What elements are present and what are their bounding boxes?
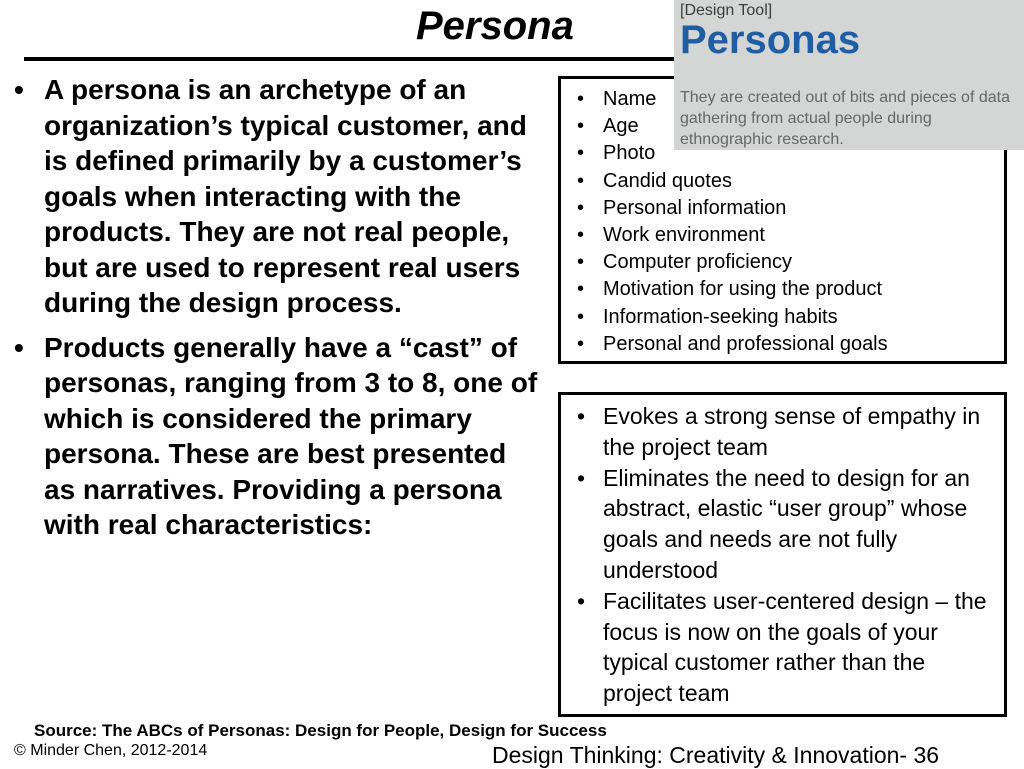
attribute-text: Work environment: [603, 224, 765, 247]
bullet-icon: •: [14, 74, 24, 105]
attribute-item: [573, 195, 888, 222]
bullet-icon: •: [577, 332, 585, 355]
slide-title: Persona: [416, 4, 574, 48]
bullet-icon: •: [577, 305, 585, 328]
attribute-item: [573, 276, 888, 303]
bullet-icon: •: [577, 196, 585, 219]
tool-description: They are created out of bits and pieces of data gathering from actual people during ethnographic research.: [680, 89, 1010, 148]
title-underline: [24, 57, 678, 61]
bullet-icon: •: [577, 587, 586, 614]
design-tool-card: [674, 0, 1024, 150]
attribute-text: Photo: [603, 142, 656, 165]
attribute-text: Name: [603, 88, 657, 110]
main-point-text: Products generally have a “cast” of personas, ranging from 3 to 8, one of which is considered the primary persona. These are best presented as narratives. Providing a persona with real characteristics:: [44, 331, 538, 540]
benefit-item: [573, 586, 996, 709]
main-point-text: A persona is an archetype of an organization’s typical customer, and is defined primarily by a customer’s goals when interacting with the products. They are not real people, but are used to represent real users during the design process.: [44, 74, 527, 318]
bullet-icon: •: [577, 88, 585, 110]
benefit-text: Eliminates the need to design for an abstract, elastic “user group” whose goals and needs are not fully understood: [603, 464, 970, 583]
attribute-item: [573, 168, 888, 195]
attribute-text: Personal information: [603, 196, 787, 219]
bullet-icon: •: [577, 464, 586, 491]
bullet-icon: •: [14, 331, 24, 363]
attribute-text: Personal and professional goals: [603, 332, 888, 355]
main-point: [14, 72, 542, 321]
benefit-item: [573, 463, 996, 586]
bullet-icon: •: [577, 251, 585, 274]
bullet-icon: •: [577, 278, 585, 301]
attribute-text: Computer proficiency: [603, 251, 792, 274]
main-point: [14, 330, 542, 543]
persona-benefits-box: [558, 392, 1007, 717]
attribute-item: [573, 222, 888, 249]
attribute-item: [573, 331, 888, 358]
main-bullet-list: [14, 72, 542, 543]
attribute-item: [573, 249, 888, 276]
benefit-text: Evokes a strong sense of empathy in the project team: [603, 403, 981, 460]
benefit-item: [573, 401, 996, 463]
attribute-item: [573, 304, 888, 331]
attribute-text: Motivation for using the product: [603, 278, 883, 301]
bullet-icon: •: [577, 224, 585, 247]
tool-title: Personas: [680, 18, 861, 62]
attribute-text: Age: [603, 115, 639, 138]
copyright: © Minder Chen, 2012-2014: [14, 742, 208, 759]
bullet-icon: •: [577, 115, 585, 138]
attribute-text: Candid quotes: [603, 169, 732, 192]
footer-course-page: Design Thinking: Creativity & Innovation- 36: [492, 742, 940, 768]
bullet-icon: •: [577, 403, 586, 429]
bullet-icon: •: [577, 169, 585, 192]
attribute-text: Information-seeking habits: [603, 305, 838, 328]
tool-tag: [Design Tool]: [680, 2, 773, 19]
bullet-icon: •: [577, 142, 585, 165]
benefit-text: Facilitates user-centered design – the focus is now on the goals of your typical customer rather than the project team: [603, 587, 987, 707]
source-citation: Source: The ABCs of Personas: Design for People, Design for Success: [34, 721, 607, 740]
